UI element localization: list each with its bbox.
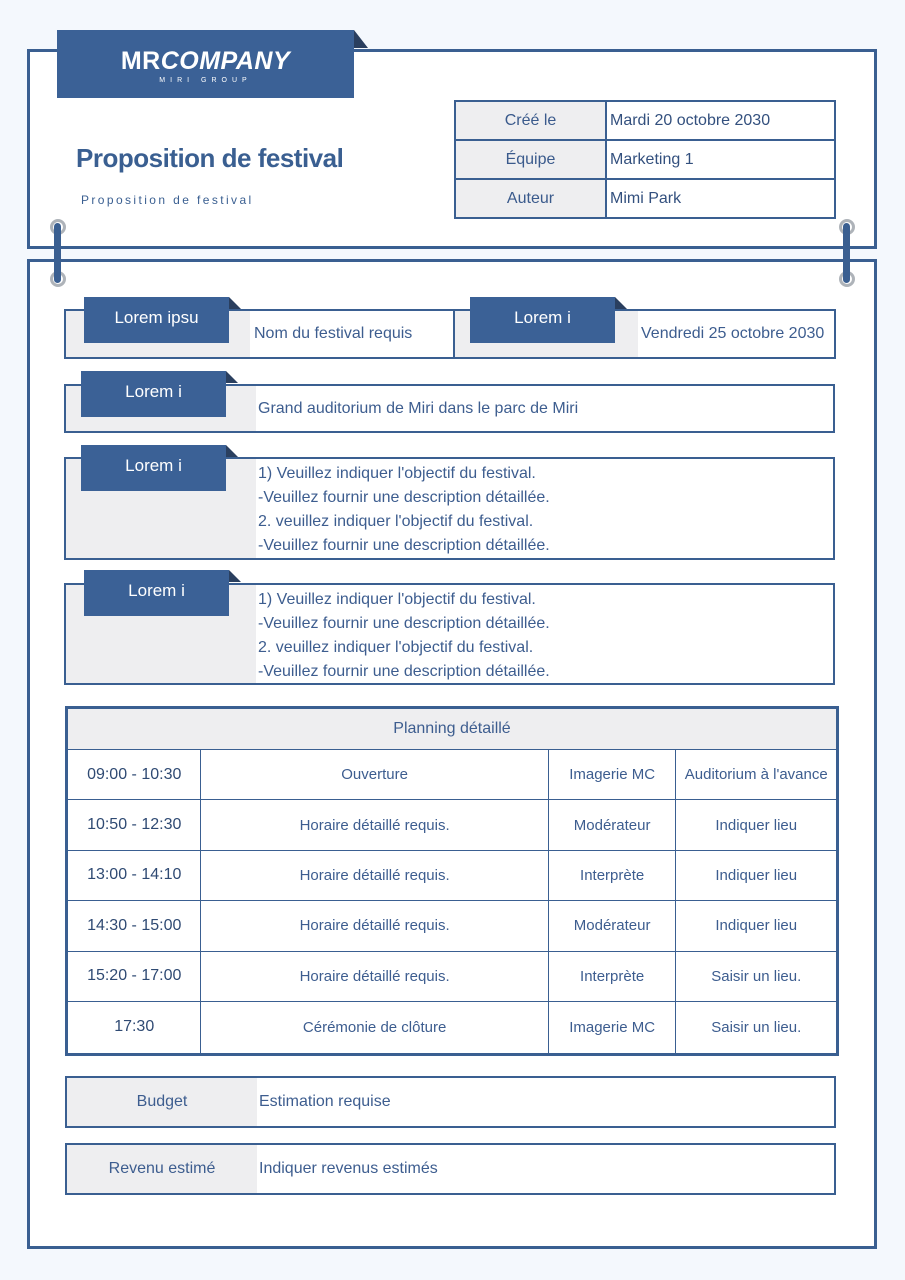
objective-tag-2: Lorem i [84,570,229,616]
meta-row-team [455,140,835,179]
meta-label: Créé le [455,101,606,140]
objective-line: -Veuillez fournir une description détaillée. [258,489,550,506]
objective-line: 1) Veuillez indiquer l'objectif du festival. [258,591,536,608]
role-cell[interactable]: Modérateur [548,901,676,951]
role-cell[interactable]: Interprète [548,951,676,1001]
binder-clip [54,223,61,283]
objective-line: 2. veuillez indiquer l'objectif du festival. [258,639,534,656]
meta-value[interactable]: Marketing 1 [606,140,835,179]
table-row [67,901,838,951]
logo-brand-prefix: MR [120,47,161,75]
logo-brand-rest: COMPANY [160,47,291,75]
table-row [67,800,838,850]
location-cell[interactable]: Indiquer lieu [676,901,838,951]
objective-tag-1: Lorem i [81,445,226,491]
budget-label: Budget [67,1078,257,1126]
objective-text-2 [258,588,550,684]
meta-row-created [455,101,835,140]
budget-field[interactable] [65,1076,836,1128]
meta-value[interactable]: Mimi Park [606,179,835,218]
logo-group: MIRI GROUP [159,77,252,84]
table-row [67,750,838,800]
time-cell[interactable]: 09:00 - 10:30 [67,750,201,800]
objective-line: -Veuillez fournir une description détaillée. [258,663,550,680]
table-row [67,1001,838,1054]
budget-value: Estimation requise [259,1093,391,1110]
venue-tag: Lorem i [81,371,226,417]
time-cell[interactable]: 14:30 - 15:00 [67,901,201,951]
activity-cell[interactable]: Horaire détaillé requis. [201,850,548,900]
role-cell[interactable]: Interprète [548,850,676,900]
objective-line: 2. veuillez indiquer l'objectif du festival. [258,513,534,530]
planning-header [67,708,838,750]
planning-table [65,706,839,1056]
role-cell[interactable]: Imagerie MC [548,750,676,800]
activity-cell[interactable]: Horaire détaillé requis. [201,951,548,1001]
meta-label: Équipe [455,140,606,179]
festival-name-tag: Lorem ipsu [84,297,229,343]
time-cell[interactable]: 17:30 [67,1001,201,1054]
location-cell[interactable]: Saisir un lieu. [676,1001,838,1054]
revenue-value: Indiquer revenus estimés [259,1160,438,1177]
page-subtitle: Proposition de festival [81,193,254,207]
location-cell[interactable]: Indiquer lieu [676,800,838,850]
revenue-field[interactable] [65,1143,836,1195]
festival-name-value: Nom du festival requis [254,325,413,342]
table-row [67,850,838,900]
objective-text-1 [258,462,550,558]
activity-cell[interactable]: Horaire détaillé requis. [201,800,548,850]
time-cell[interactable]: 10:50 - 12:30 [67,800,201,850]
revenue-label: Revenu estimé [67,1145,257,1193]
festival-date-value: Vendredi 25 octobre 2030 [641,325,825,342]
objective-line: -Veuillez fournir une description détaillée. [258,615,550,632]
role-cell[interactable]: Imagerie MC [548,1001,676,1054]
binder-clip [843,223,850,283]
meta-row-author [455,179,835,218]
meta-table [454,100,836,219]
page-title: Proposition de festival [76,143,344,173]
location-cell[interactable]: Saisir un lieu. [676,951,838,1001]
meta-label: Auteur [455,179,606,218]
time-cell[interactable]: 13:00 - 14:10 [67,850,201,900]
company-logo [57,30,354,98]
venue-value: Grand auditorium de Miri dans le parc de Miri [258,400,579,417]
objective-line: 1) Veuillez indiquer l'objectif du festival. [258,465,536,482]
location-cell[interactable]: Indiquer lieu [676,850,838,900]
planning-title: Planning détaillé [67,708,838,750]
table-row [67,951,838,1001]
festival-date-tag: Lorem i [470,297,615,343]
meta-value[interactable]: Mardi 20 octobre 2030 [606,101,835,140]
time-cell[interactable]: 15:20 - 17:00 [67,951,201,1001]
role-cell[interactable]: Modérateur [548,800,676,850]
activity-cell[interactable]: Horaire détaillé requis. [201,901,548,951]
objective-line: -Veuillez fournir une description détaillée. [258,537,550,554]
location-cell[interactable]: Auditorium à l'avance [676,750,838,800]
activity-cell[interactable]: Ouverture [201,750,548,800]
activity-cell[interactable]: Cérémonie de clôture [201,1001,548,1054]
